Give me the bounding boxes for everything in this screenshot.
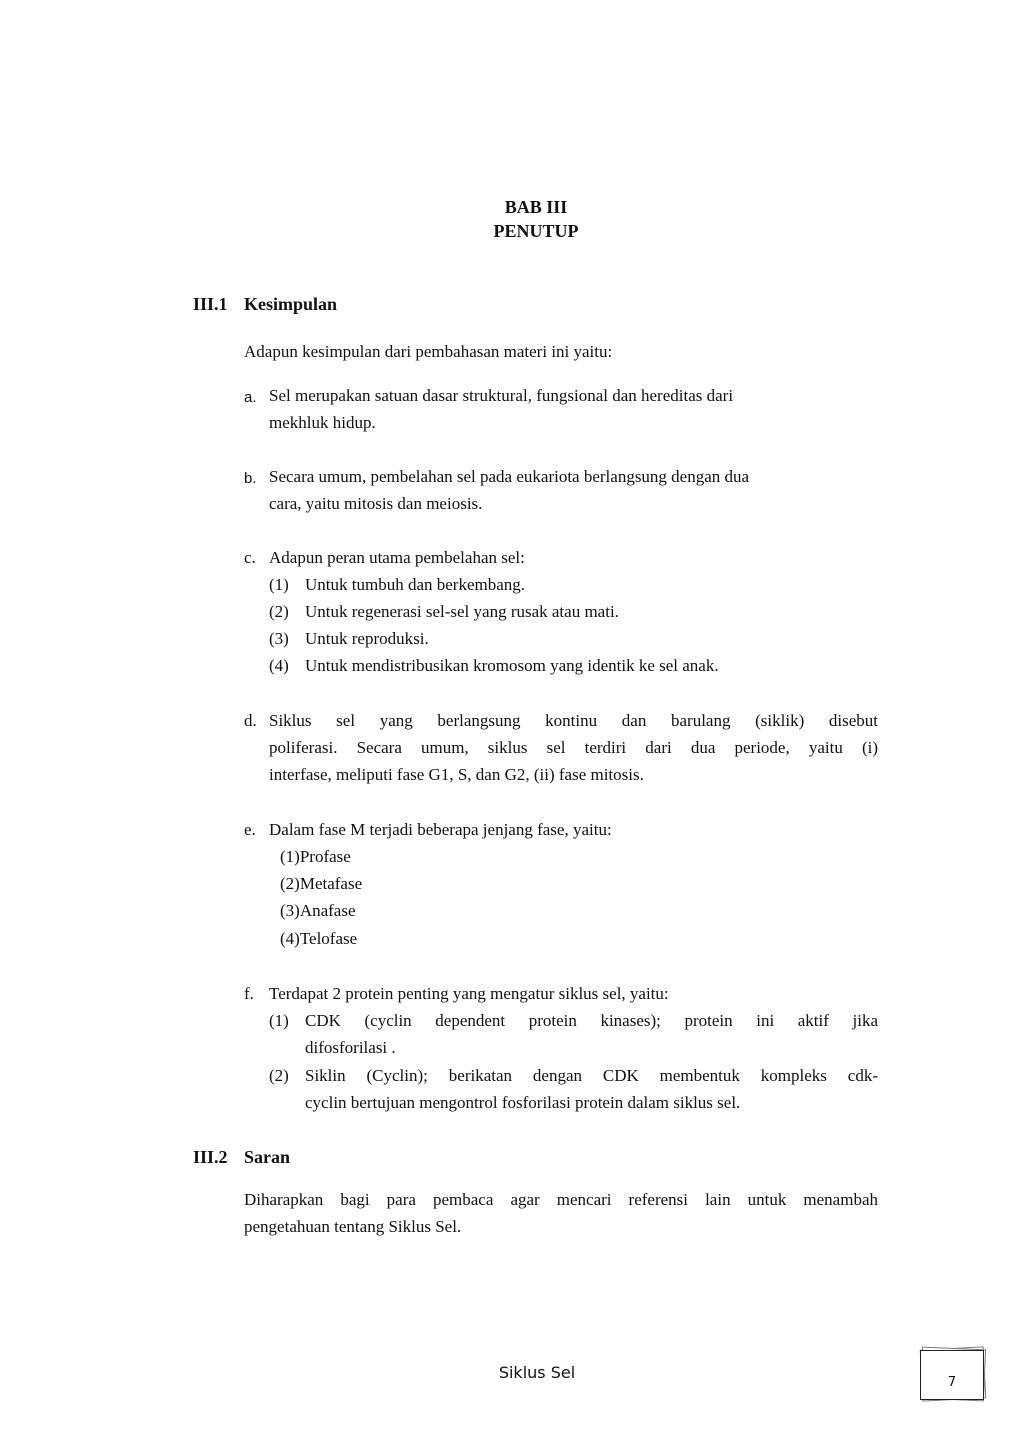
- list-item-line: Adapun peran utama pembelahan sel:: [269, 548, 525, 567]
- sublist-item-line: difosforilasi .: [305, 1038, 396, 1057]
- list-marker: d.: [244, 711, 257, 730]
- sublist-number: (2): [269, 1066, 289, 1085]
- list-item-line: mekhluk hidup.: [269, 413, 376, 432]
- list-marker: a.: [244, 389, 257, 406]
- sublist-item: Untuk mendistribusikan kromosom yang identik ke sel anak.: [305, 656, 719, 675]
- page-number-box: [920, 1350, 984, 1400]
- list-item-line: Terdapat 2 protein penting yang mengatur siklus sel, yaitu:: [269, 984, 669, 1003]
- sublist-number: (1): [269, 575, 289, 594]
- chapter-label: BAB III: [504, 197, 568, 217]
- section-number: III.1: [193, 294, 228, 314]
- footer-title: Siklus Sel: [498, 1363, 576, 1382]
- page-number: 7: [947, 1375, 957, 1390]
- list-marker: b.: [244, 470, 257, 487]
- list-marker: f.: [244, 984, 254, 1003]
- sublist-item: (4)Telofase: [280, 929, 358, 948]
- list-marker: c.: [244, 548, 256, 567]
- sublist-item: (1)Profase: [280, 847, 351, 866]
- list-item-line: interfase, meliputi fase G1, S, dan G2, (ii) fase mitosis.: [269, 765, 644, 784]
- list-item-line: cara, yaitu mitosis dan meiosis.: [269, 494, 483, 513]
- sublist-number: (2): [269, 602, 289, 621]
- paragraph-line: Diharapkan bagi para pembaca agar mencari referensi lain untuk menambah: [244, 1190, 878, 1209]
- list-item-line: Siklus sel yang berlangsung kontinu dan barulang (siklik) disebut: [269, 711, 878, 730]
- sublist-number: (3): [269, 629, 289, 648]
- sublist-item-line: cyclin bertujuan mengontrol fosforilasi protein dalam siklus sel.: [305, 1093, 741, 1112]
- list-item-line: Dalam fase M terjadi beberapa jenjang fase, yaitu:: [269, 820, 612, 839]
- list-item-line: Sel merupakan satuan dasar struktural, fungsional dan hereditas dari: [269, 386, 734, 405]
- section-intro: Adapun kesimpulan dari pembahasan materi ini yaitu:: [244, 342, 613, 361]
- sublist-item: Untuk reproduksi.: [305, 629, 429, 648]
- list-item-line: poliferasi. Secara umum, siklus sel terdiri dari dua periode, yaitu (i): [269, 738, 878, 757]
- sublist-item: Untuk tumbuh dan berkembang.: [305, 575, 526, 594]
- sublist-number: (4): [269, 656, 289, 675]
- paragraph-line: pengetahuan tentang Siklus Sel.: [244, 1217, 462, 1236]
- section-title: Kesimpulan: [244, 294, 338, 314]
- sublist-item: (3)Anafase: [280, 901, 356, 920]
- sublist-item: (2)Metafase: [280, 874, 363, 893]
- section-number: III.2: [193, 1147, 228, 1167]
- sublist-item-line: Siklin (Cyclin); berikatan dengan CDK membentuk kompleks cdk-: [305, 1066, 878, 1085]
- sublist-item: Untuk regenerasi sel-sel yang rusak atau mati.: [305, 602, 619, 621]
- section-title: Saran: [244, 1147, 291, 1167]
- sublist-number: (1): [269, 1011, 289, 1030]
- list-item-line: Secara umum, pembelahan sel pada eukariota berlangsung dengan dua: [269, 467, 750, 486]
- list-marker: e.: [244, 820, 256, 839]
- sublist-item-line: CDK (cyclin dependent protein kinases); protein ini aktif jika: [305, 1011, 878, 1030]
- chapter-title: PENUTUP: [493, 221, 579, 241]
